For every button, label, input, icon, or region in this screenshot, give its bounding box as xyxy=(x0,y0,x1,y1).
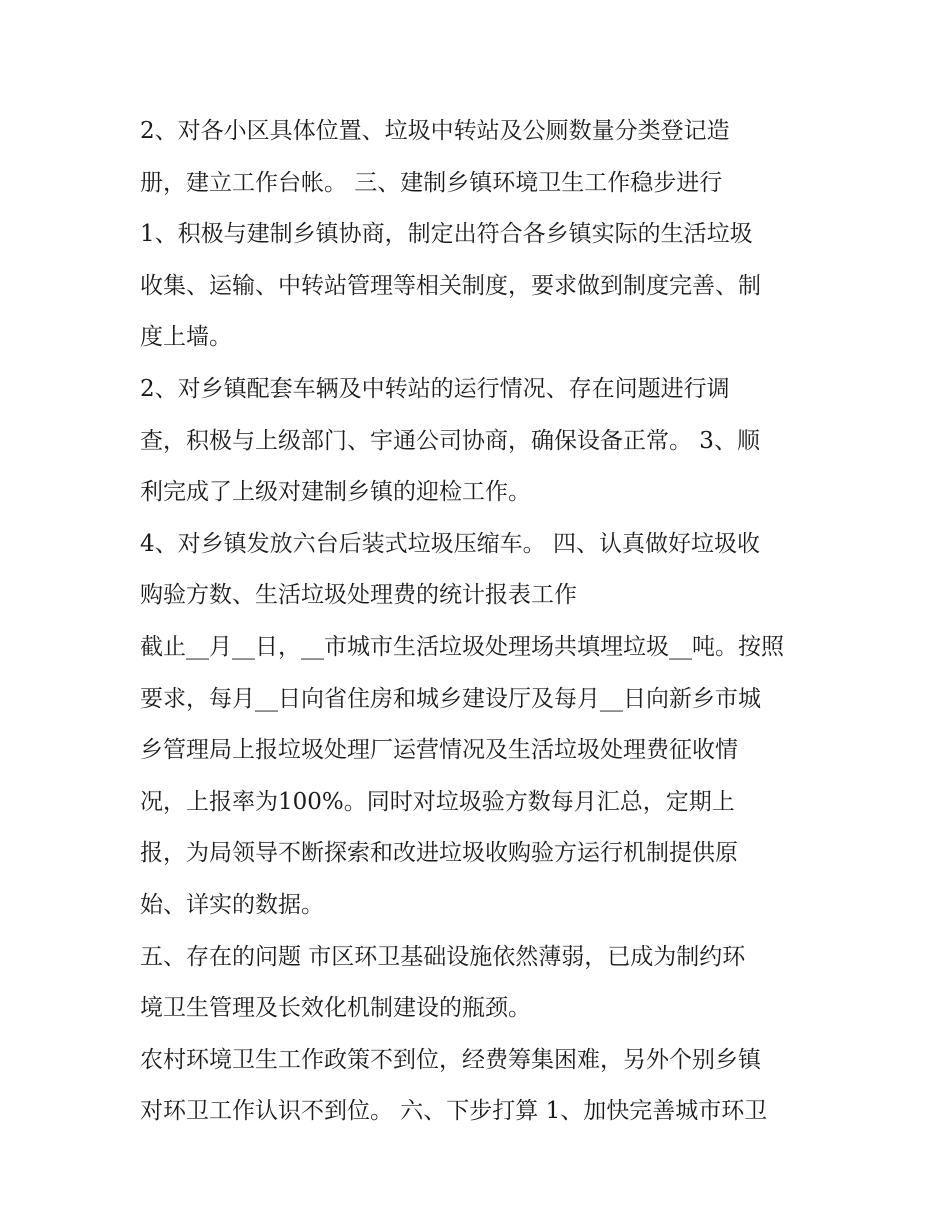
text-line: 收集、运输、中转站管理等相关制度，要求做到制度完善、制 xyxy=(140,272,761,299)
text-line: 2、对乡镇配套车辆及中转站的运行情况、存在问题进行调 xyxy=(140,375,730,402)
text-line: 要求，每月__日向省住房和城乡建设厅及每月__日向新乡市城 xyxy=(140,685,761,712)
document-body xyxy=(140,106,840,1138)
text-line: 册，建立工作台帐。 三、建制乡镇环境卫生工作稳步进行 xyxy=(140,169,723,196)
text-line: 查，积极与上级部门、宇通公司协商，确保设备正常。 3、顺 xyxy=(140,427,760,454)
text-line: 4、对乡镇发放六台后装式垃圾压缩车。 四、认真做好垃圾收 xyxy=(140,530,760,557)
text-line: 购验方数、生活垃圾处理费的统计报表工作 xyxy=(140,582,577,609)
text-line: 报，为局领导不断探索和改进垃圾收购验方运行机制提供原 xyxy=(140,840,738,867)
text-line: 况，上报率为100%。同时对垃圾验方数每月汇总，定期上 xyxy=(140,788,735,815)
text-line: 五、存在的问题 市区环卫基础设施依然薄弱，已成为制约环 xyxy=(140,943,746,970)
text-line: 2、对各小区具体位置、垃圾中转站及公厕数量分类登记造 xyxy=(140,118,730,144)
text-line: 利完成了上级对建制乡镇的迎检工作。 xyxy=(140,479,531,506)
text-line: 对环卫工作认识不到位。 六、下步打算 1、加快完善城市环卫 xyxy=(140,1098,768,1125)
text-line: 1、积极与建制乡镇协商，制定出符合各乡镇实际的生活垃圾 xyxy=(140,221,753,248)
text-line: 截止__月__日，__市城市生活垃圾处理场共填埋垃圾__吨。按照 xyxy=(140,633,784,660)
text-line: 度上墙。 xyxy=(140,324,232,351)
text-line: 农村环境卫生工作政策不到位，经费筹集困难，另外个别乡镇 xyxy=(140,1046,761,1073)
text-line: 乡管理局上报垃圾处理厂运营情况及生活垃圾处理费征收情 xyxy=(140,737,738,764)
text-line: 始、详实的数据。 xyxy=(140,891,324,918)
text-line: 境卫生管理及长效化机制建设的瓶颈。 xyxy=(140,995,531,1022)
